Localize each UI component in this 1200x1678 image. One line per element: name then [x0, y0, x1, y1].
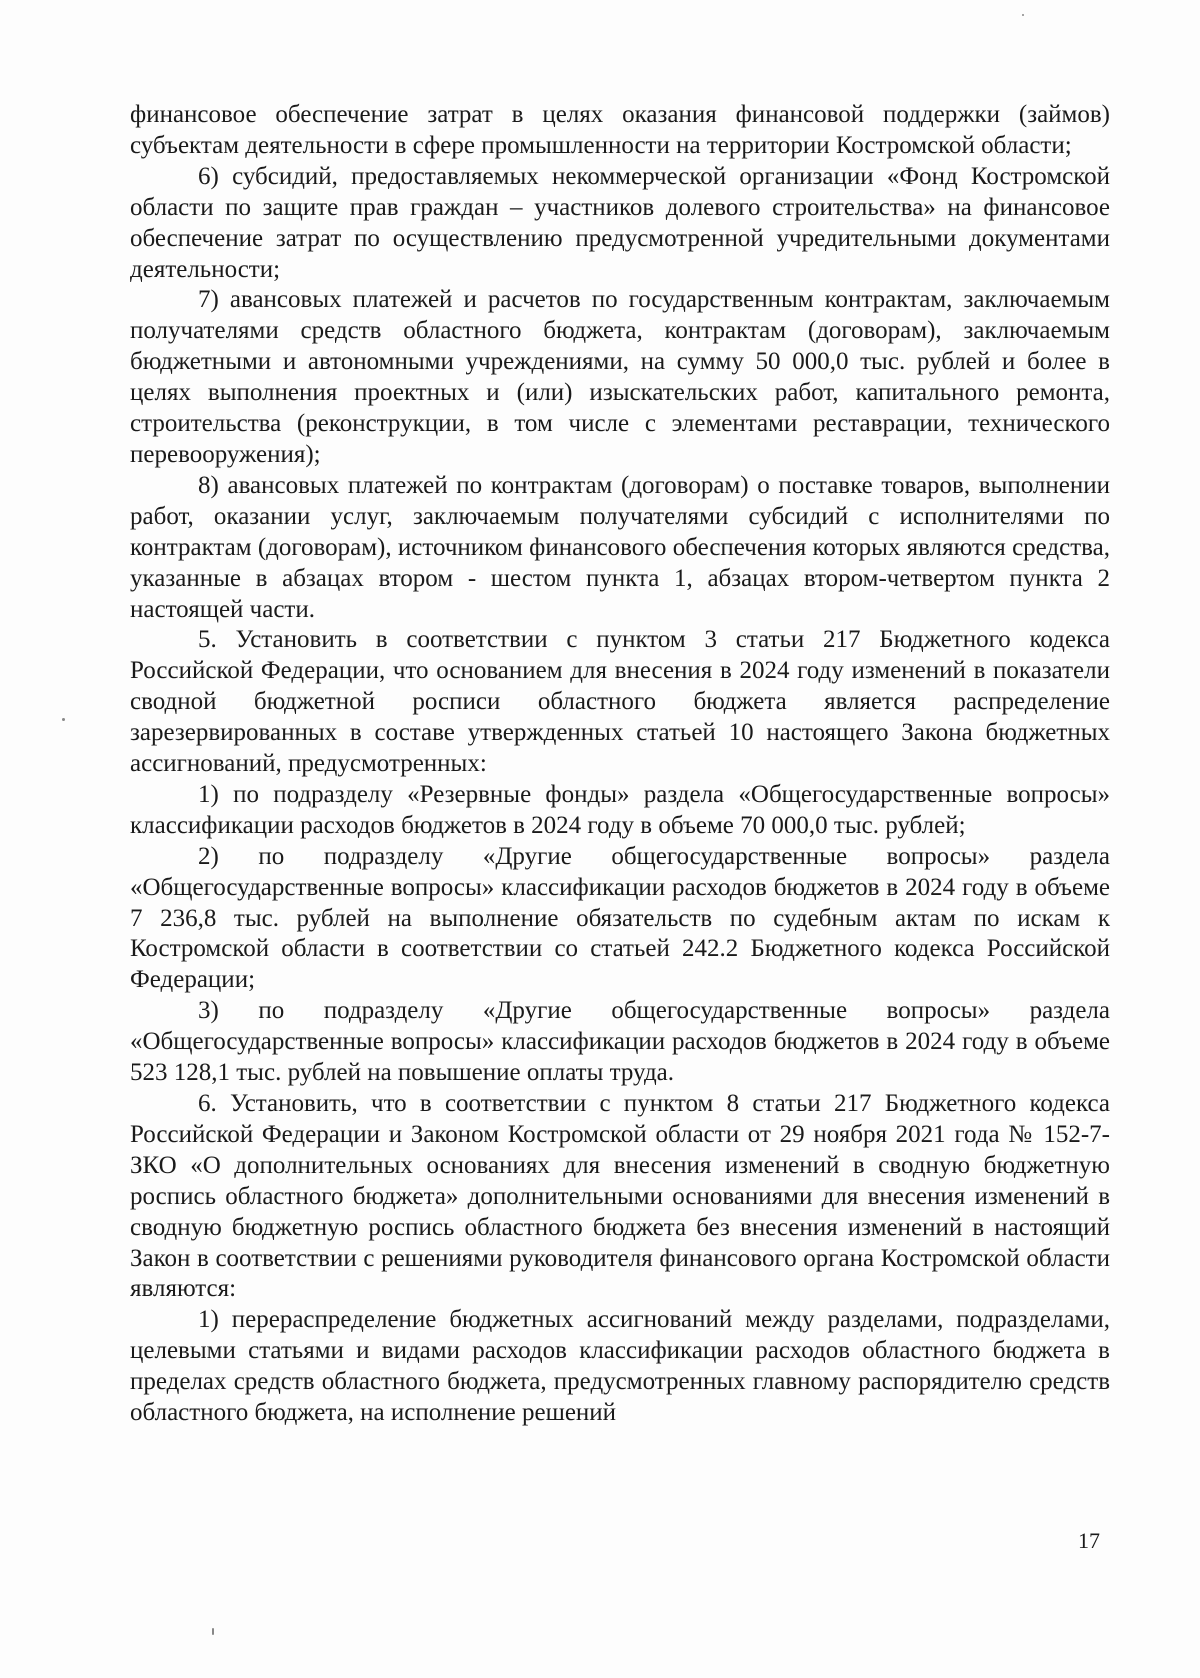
- scan-speck: [62, 718, 65, 721]
- document-body: [130, 100, 1110, 1429]
- paragraph-section-5-item-3: 3) по подразделу «Другие общегосударственные вопросы» раздела «Общегосударственные вопросы» классификации расходов бюджетов в 2024 году в объеме 523 128,1 тыс. рублей на повышение оплаты труда.: [130, 997, 1110, 1087]
- paragraph-financing-loans: финансовое обеспечение затрат в целях оказания финансовой поддержки (займов) субъектам деятельности в сфере промышленности на территории Костромской области;: [130, 101, 1110, 159]
- paragraph-section-5: 5. Установить в соответствии с пунктом 3 статьи 217 Бюджетного кодекса Российской Федерации, что основанием для внесения в 2024 году изменений в показатели сводной бюджетной росписи областного бюджета является распределение зарезервированных в составе утвержденных статьей 10 настоящего Закона бюджетных ассигнований, предусмотренных:: [130, 626, 1110, 778]
- paragraph-item-8: 8) авансовых платежей по контрактам (договорам) о поставке товаров, выполнении работ, оказании услуг, заключаемым получателями субсидий с исполнителями по контрактам (договорам), источником финансового обеспечения которых являются средства, указанные в абзацах втором - шестом пункта 1, абзацах втором-четвертом пункта 2 настоящей части.: [130, 471, 1110, 623]
- paragraph-section-5-item-1: 1) по подразделу «Резервные фонды» раздела «Общегосударственные вопросы» классификации расходов бюджетов в 2024 году в объеме 70 000,0 тыс. рублей;: [130, 780, 1110, 839]
- paragraph-item-6: 6) субсидий, предоставляемых некоммерческой организации «Фонд Костромской области по защите прав граждан – участников долевого строительства» на финансовое обеспечение затрат по осуществлению предусмотренной учредительными документами деятельности;: [130, 162, 1110, 283]
- paragraph-section-5-item-2: 2) по подразделу «Другие общегосударственные вопросы» раздела «Общегосударственные вопросы» классификации расходов бюджетов в 2024 году в объеме 7 236,8 тыс. рублей на выполнение обязательств по судебным актам по искам к Костромской области в соответствии со статьей 242.2 Бюджетного кодекса Российской Федерации;: [130, 842, 1110, 994]
- page-number: 17: [1078, 1528, 1100, 1553]
- scan-speck: [1022, 14, 1024, 16]
- paragraph-section-6: 6. Установить, что в соответствии с пунктом 8 статьи 217 Бюджетного кодекса Российской Федерации и Законом Костромской области от 29 ноября 2021 года № 152-7-ЗКО «О дополнительных основаниях для внесения изменений в сводную бюджетную роспись областного бюджета» дополнительными основаниями для внесения изменений в сводную бюджетную роспись областного бюджета без внесения изменений в настоящий Закон в соответствии с решениями руководителя финансового органа Костромской области являются:: [130, 1090, 1110, 1303]
- scan-speck: [212, 1628, 214, 1635]
- paragraph-item-7: 7) авансовых платежей и расчетов по государственным контрактам, заключаемым получателями средств областного бюджета, контрактам (договорам), заключаемым бюджетными и автономными учреждениями, на сумму 50 000,0 тыс. рублей и более в целях выполнения проектных и (или) изыскательских работ, капитального ремонта, строительства (реконструкции, в том числе с элементами реставрации, технического перевооружения);: [130, 286, 1110, 468]
- paragraph-section-6-item-1: 1) перераспределение бюджетных ассигнований между разделами, подразделами, целевыми статьями и видами расходов классификации расходов областного бюджета в пределах средств областного бюджета, предусмотренных главному распорядителю средств областного бюджета, на исполнение решений: [130, 1306, 1110, 1427]
